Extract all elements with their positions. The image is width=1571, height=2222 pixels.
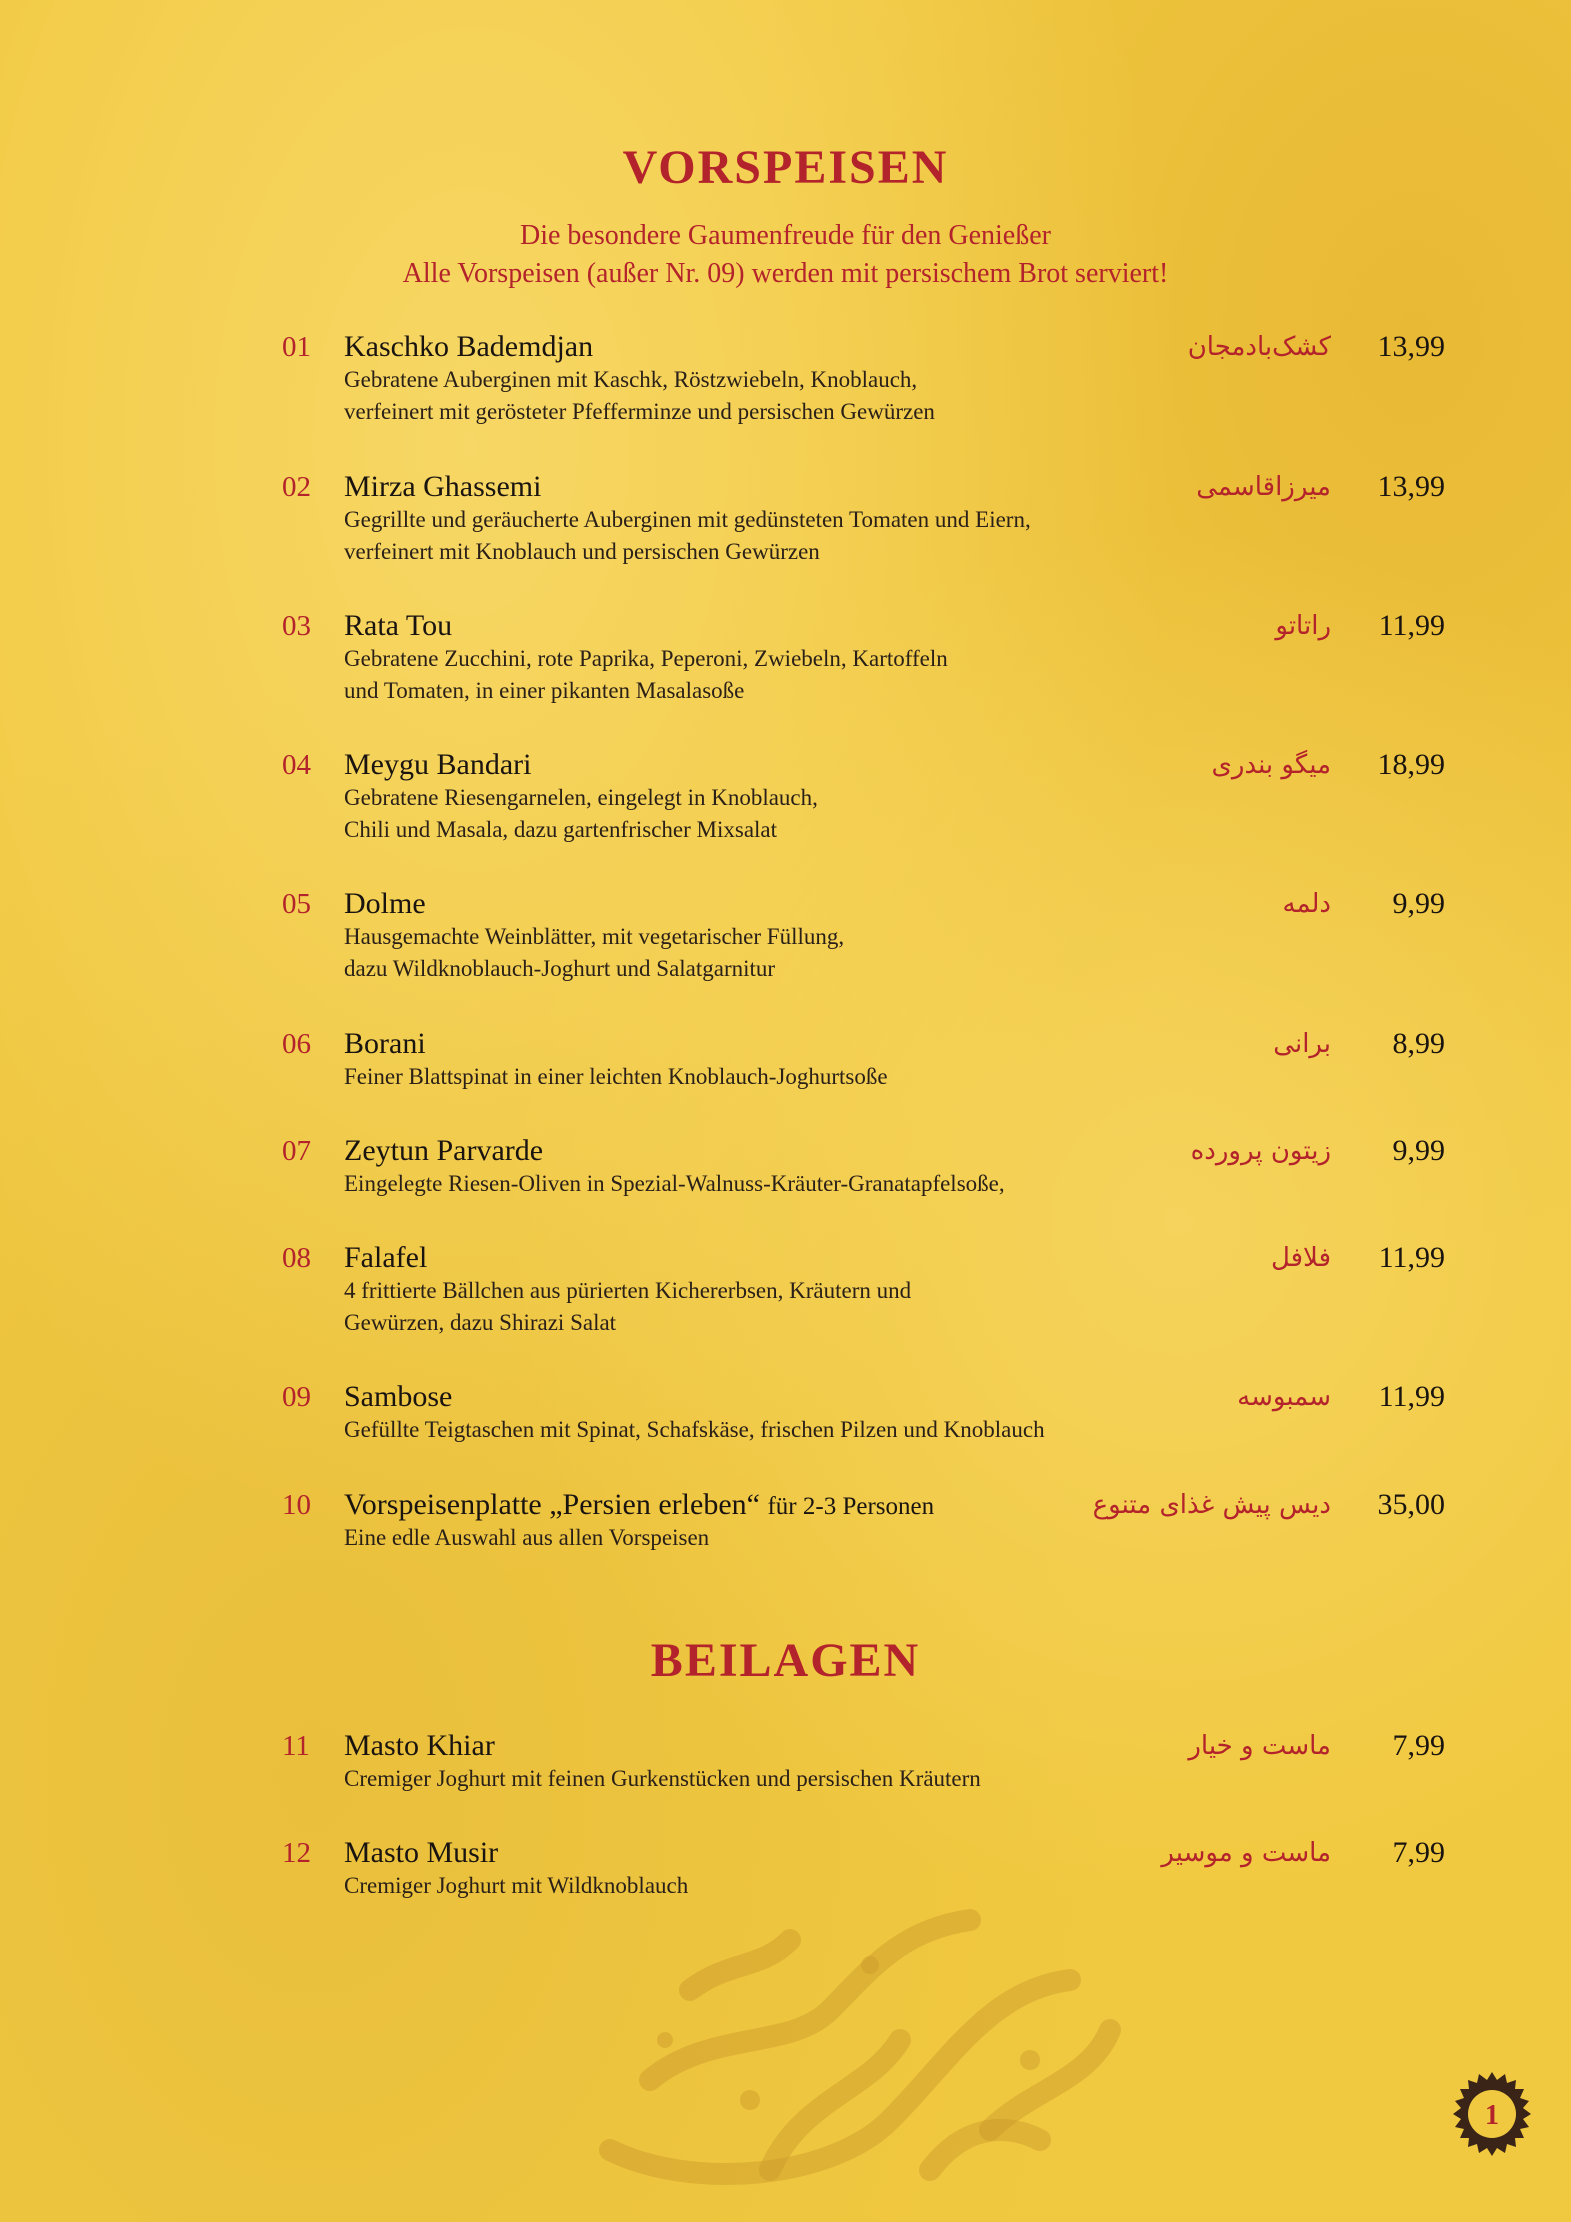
item-number: 03 [282, 610, 311, 642]
menu-item [0, 1134, 1571, 1224]
item-description: Eine edle Auswahl aus allen Vorspeisen [344, 1525, 710, 1550]
item-number: 11 [282, 1730, 310, 1762]
menu-item [0, 330, 1571, 424]
item-description: Hausgemachte Weinblätter, mit vegetarischer Füllung, dazu Wildknoblauch-Joghurt und Salatgarnitur [344, 924, 845, 981]
item-persian-name: ماست و خیار [1188, 1731, 1331, 1761]
item-price: 9,99 [1392, 1134, 1445, 1167]
item-price: 9,99 [1392, 887, 1445, 920]
item-persian-name: زیتون پرورده [1190, 1136, 1331, 1166]
item-persian-name: میرزاقاسمی [1196, 472, 1331, 502]
item-persian-name: سمبوسه [1237, 1382, 1331, 1412]
item-price: 35,00 [1377, 1488, 1445, 1521]
item-price: 18,99 [1377, 748, 1445, 781]
item-number: 12 [282, 1837, 311, 1869]
item-name: Masto Musir [344, 1836, 499, 1869]
item-persian-name: ماست و موسیر [1161, 1838, 1331, 1868]
item-description: 4 frittierte Bällchen aus pürierten Kichererbsen, Kräutern und Gewürzen, dazu Shirazi Salat [344, 1278, 912, 1335]
item-description: Gebratene Riesengarnelen, eingelegt in Knoblauch, Chili und Masala, dazu gartenfrischer Mixsalat [344, 785, 818, 842]
item-name: Falafel [344, 1241, 428, 1274]
item-persian-name: کشک‌بادمجان [1187, 332, 1331, 362]
item-number: 07 [282, 1135, 311, 1167]
item-persian-name: برانی [1273, 1029, 1331, 1059]
item-description: Gebratene Zucchini, rote Paprika, Peperoni, Zwiebeln, Kartoffeln und Tomaten, in einer pikanten Masalasoße [344, 646, 948, 703]
item-name: Masto Khiar [344, 1729, 495, 1762]
item-name: Rata Tou [344, 609, 453, 642]
menu-item [0, 748, 1571, 842]
item-description: Cremiger Joghurt mit feinen Gurkenstücken und persischen Kräutern [344, 1766, 981, 1791]
menu-item [0, 470, 1571, 564]
section-subtitle-line2: Alle Vorspeisen (außer Nr. 09) werden mit persischem Brot serviert! [402, 258, 1169, 289]
item-number: 05 [282, 888, 311, 920]
menu-item [0, 1380, 1571, 1470]
item-name: Sambose [344, 1380, 453, 1413]
item-number: 08 [282, 1242, 311, 1274]
item-price: 13,99 [1377, 330, 1445, 363]
item-number: 02 [282, 471, 311, 503]
item-persian-name: راتاتو [1275, 611, 1331, 641]
item-price: 7,99 [1392, 1729, 1445, 1762]
item-name: Zeytun Parvarde [344, 1134, 544, 1167]
item-name: Dolme [344, 887, 426, 920]
item-price: 13,99 [1377, 470, 1445, 503]
item-description: Gebratene Auberginen mit Kaschk, Röstzwiebeln, Knoblauch, verfeinert mit gerösteter Pfefferminze und persischen Gewürzen [344, 367, 935, 424]
item-description: Gefüllte Teigtaschen mit Spinat, Schafskäse, frischen Pilzen und Knoblauch [344, 1417, 1045, 1442]
item-name: Borani [344, 1027, 426, 1060]
item-price: 7,99 [1392, 1836, 1445, 1869]
item-name: Mirza Ghassemi [344, 470, 542, 503]
item-name: Vorspeisenplatte „Persien erleben“ für 2-3 Personen [344, 1488, 935, 1521]
section-title-vorspeisen: VORSPEISEN [622, 141, 949, 194]
item-price: 11,99 [1378, 1380, 1445, 1413]
item-number: 01 [282, 331, 311, 363]
page-number-badge [1448, 2072, 1536, 2160]
calligraphy-watermark-icon [570, 1870, 1130, 2200]
item-number: 04 [282, 749, 311, 781]
item-name-extra: für 2-3 Personen [767, 1493, 935, 1520]
item-price: 8,99 [1392, 1027, 1445, 1060]
item-description: Cremiger Joghurt mit Wildknoblauch [344, 1873, 689, 1898]
item-number: 06 [282, 1028, 311, 1060]
item-persian-name: فلافل [1270, 1243, 1331, 1273]
item-description: Feiner Blattspinat in einer leichten Knoblauch-Joghurtsoße [344, 1064, 888, 1089]
item-name: Kaschko Bademdjan [344, 330, 594, 363]
item-price: 11,99 [1378, 609, 1445, 642]
menu-item [0, 609, 1571, 703]
menu-item [0, 1027, 1571, 1117]
item-description: Eingelegte Riesen-Oliven in Spezial-Walnuss-Kräuter-Granatapfelsoße, [344, 1171, 1005, 1196]
item-price: 11,99 [1378, 1241, 1445, 1274]
section-title-beilagen: BEILAGEN [650, 1634, 921, 1687]
page-number: 1 [1485, 2100, 1499, 2131]
section-subtitle-line1: Die besondere Gaumenfreude für den Genießer [520, 220, 1051, 251]
item-number: 10 [282, 1489, 311, 1521]
menu-item [0, 1729, 1571, 1819]
item-description: Gegrillte und geräucherte Auberginen mit gedünsteten Tomaten und Eiern, verfeinert mit Knoblauch und persischen Gewürzen [344, 507, 1031, 564]
menu-item [0, 887, 1571, 981]
item-number: 09 [282, 1381, 311, 1413]
menu-item [0, 1241, 1571, 1335]
item-persian-name: میگو بندری [1211, 750, 1331, 780]
menu-item [0, 1488, 1571, 1578]
item-persian-name: دیس پیش غذای متنوع [1092, 1490, 1331, 1520]
item-persian-name: دلمه [1282, 889, 1331, 919]
item-name: Meygu Bandari [344, 748, 532, 781]
